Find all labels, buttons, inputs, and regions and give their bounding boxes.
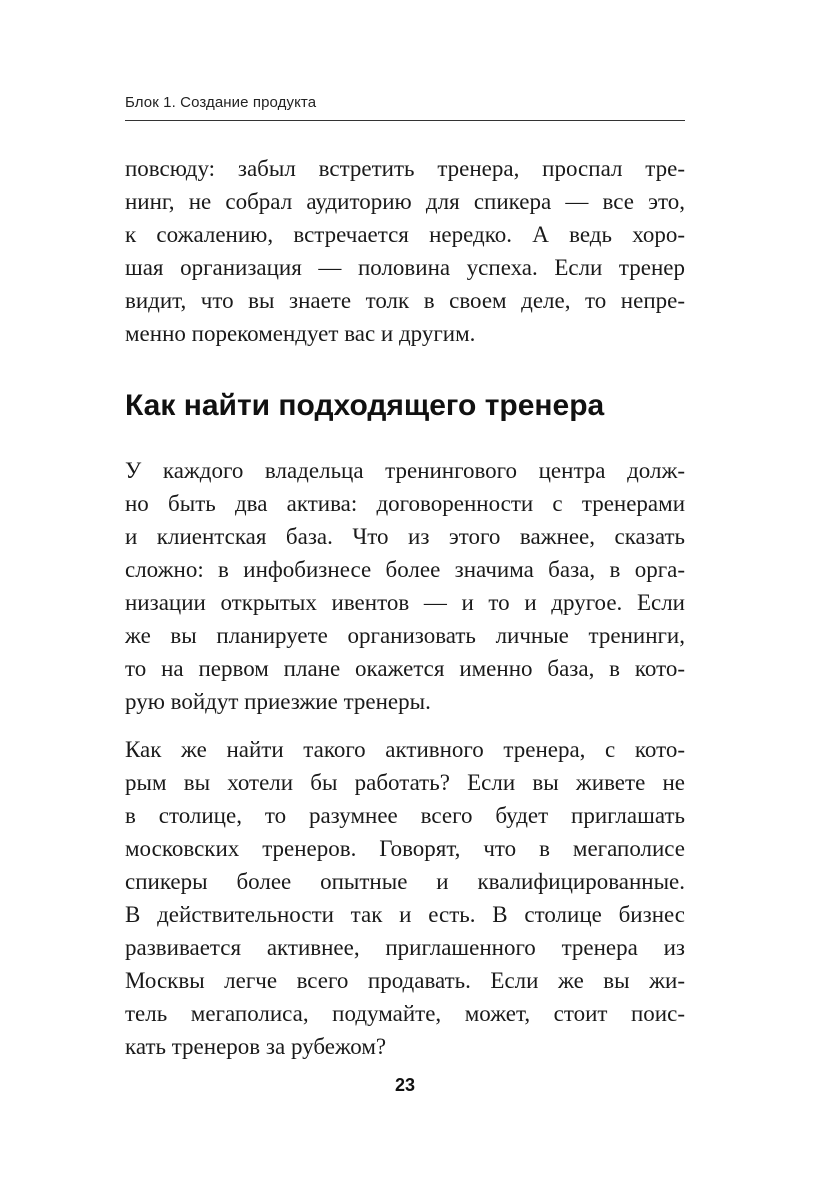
section-heading: Как найти подходящего тренера: [125, 389, 605, 422]
text-line: рым вы хотели бы работать? Если вы живете не: [125, 770, 685, 795]
text-line: и клиентская база. Что из этого важнее, сказать: [125, 524, 685, 549]
text-line: то на первом плане окажется именно база, в кото-: [125, 656, 685, 681]
text-line: рую войдут приезжие тренеры.: [125, 689, 431, 714]
text-line: кать тренеров за рубежом?: [125, 1034, 387, 1059]
text-line: менно порекомендует вас и другим.: [125, 321, 476, 346]
page-number: 23: [394, 1075, 416, 1095]
text-line: видит, что вы знаете толк в своем деле, то непре-: [125, 288, 685, 313]
header-rule: [125, 120, 685, 121]
text-line: низации открытых ивентов — и то и другое. Если: [125, 590, 685, 615]
text-line: У каждого владельца тренингового центра долж-: [125, 458, 685, 483]
text-line: тель мегаполиса, подумайте, может, стоит поис-: [125, 1001, 685, 1026]
text-line: же вы планируете организовать личные тренинги,: [125, 623, 685, 648]
text-line: нинг, не собрал аудиторию для спикера — все это,: [125, 189, 685, 214]
paragraph-3: [125, 733, 685, 1063]
text-line: московских тренеров. Говорят, что в мегаполисе: [125, 836, 685, 861]
text-line: Как же найти такого активного тренера, с кото-: [125, 737, 685, 762]
paragraph-1: [125, 152, 685, 350]
text-line: но быть два актива: договоренности с тренерами: [125, 491, 685, 516]
text-line: шая организация — половина успеха. Если тренер: [125, 255, 685, 280]
text-line: развивается активнее, приглашенного тренера из: [125, 935, 685, 960]
text-line: спикеры более опытные и квалифицированные.: [125, 869, 685, 894]
running-head: Блок 1. Создание продукта: [125, 94, 317, 111]
text-line: сложно: в инфобизнесе более значима база, в орга-: [125, 557, 685, 582]
text-line: В действительности так и есть. В столице бизнес: [125, 902, 685, 927]
paragraph-2: [125, 454, 685, 718]
text-line: в столице, то разумнее всего будет приглашать: [125, 803, 685, 828]
text-line: Москвы легче всего продавать. Если же вы жи-: [125, 968, 685, 993]
book-page: [125, 0, 685, 1200]
text-line: к сожалению, встречается нередко. А ведь хоро-: [125, 222, 685, 247]
text-line: повсюду: забыл встретить тренера, проспал тре-: [125, 156, 685, 181]
